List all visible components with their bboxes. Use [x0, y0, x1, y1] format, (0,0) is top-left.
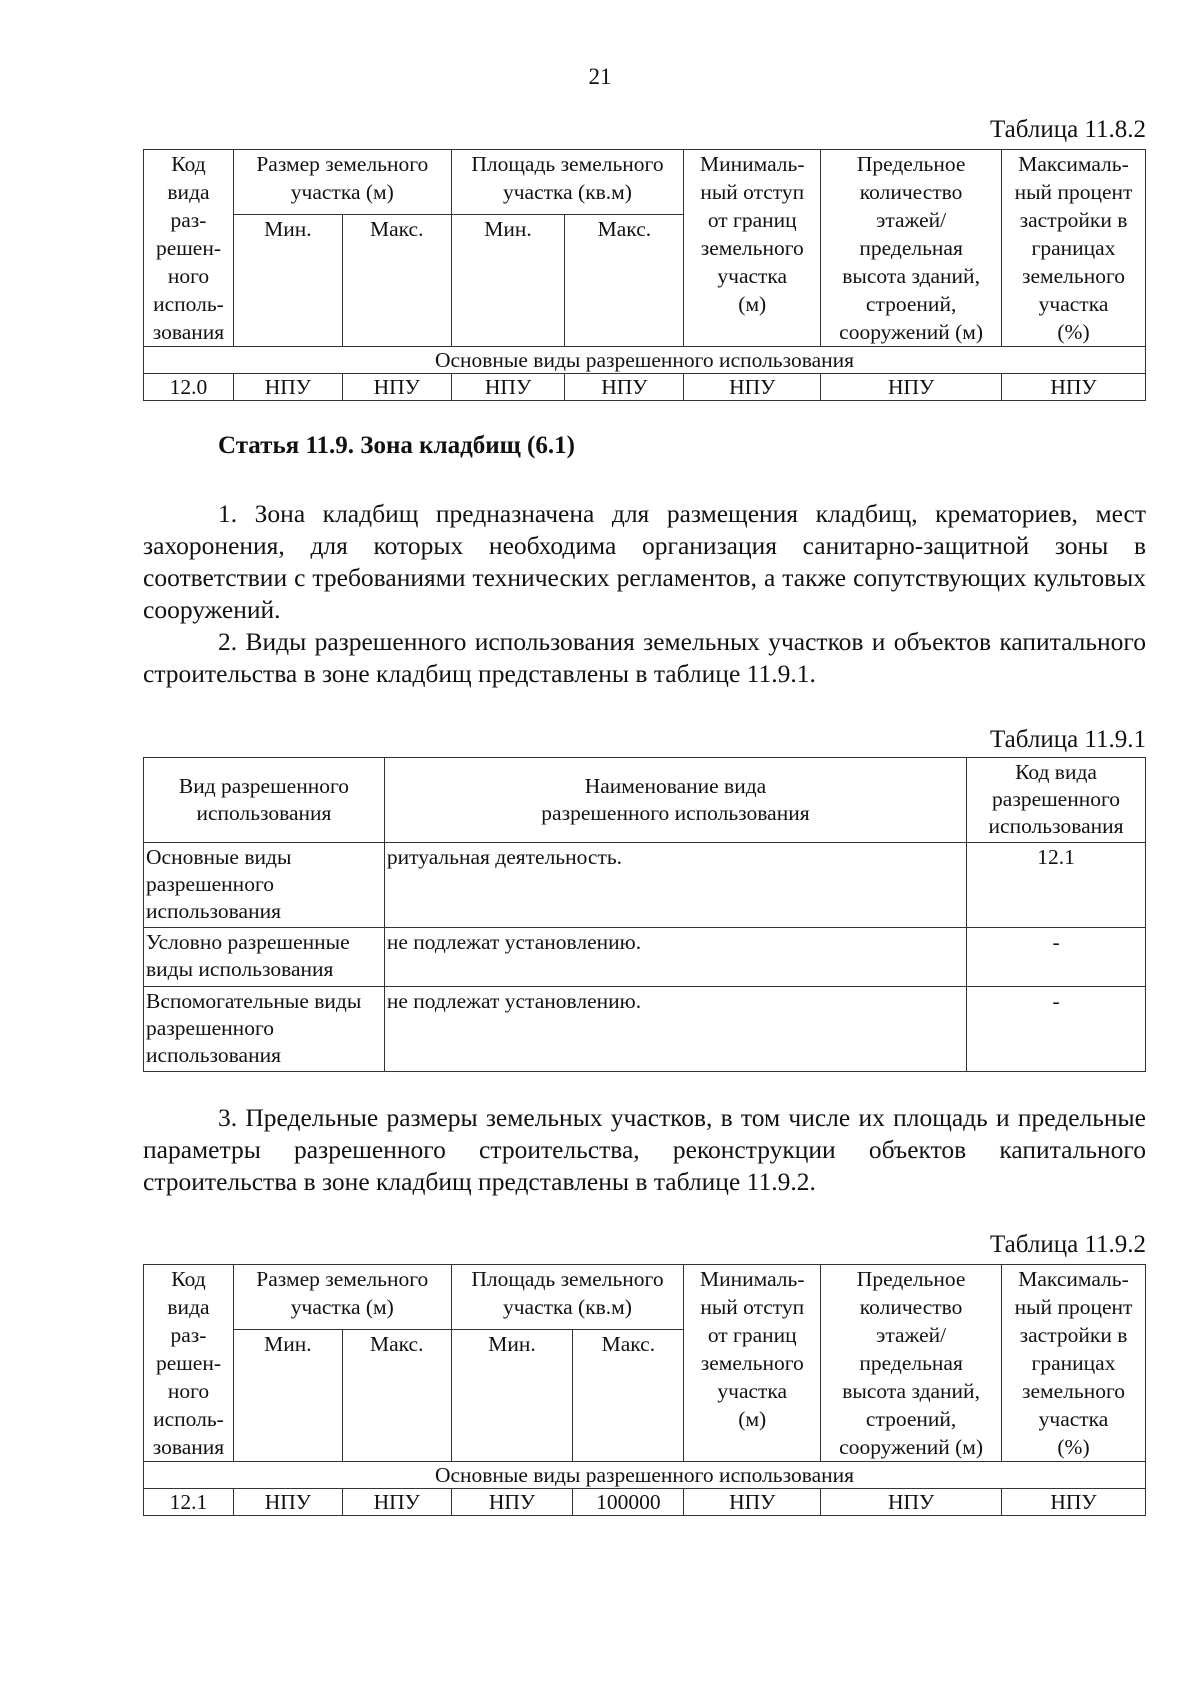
article-heading: Статья 11.9. Зона кладбищ (6.1)	[218, 432, 575, 459]
page-number: 21	[588, 64, 612, 89]
paragraph-1: 1. Зона кладбищ предназначена для размещения кладбищ, крематориев, мест захоронения, для которых необходима организация санитарно-защитной зоны в соответствии с требованиями технических регламентов, а также сопутствующих культовых сооружений.	[143, 499, 1146, 624]
table-cell: 12.0	[144, 374, 234, 401]
row-name: ритуальная деятельность.	[384, 843, 966, 928]
row-type: Вспомогательные виды разрешенного использования	[144, 987, 385, 1072]
table-11-8-2-caption: Таблица 11.8.2	[990, 116, 1146, 143]
section-row: Основные виды разрешенного использования	[144, 1462, 1146, 1489]
table-11-9-1-caption: Таблица 11.9.1	[990, 726, 1146, 753]
table-cell: 100000	[573, 1489, 684, 1516]
table-cell: НПУ	[233, 1489, 342, 1516]
header-min: Мин.	[451, 1329, 573, 1461]
header-max: Макс.	[565, 214, 684, 346]
header-min: Мин.	[451, 214, 565, 346]
header-max: Макс.	[573, 1329, 684, 1461]
table-cell: НПУ	[451, 374, 565, 401]
header-plot-area: Площадь земельного участка (кв.м)	[451, 1265, 684, 1330]
table-cell: НПУ	[342, 1489, 451, 1516]
table-11-9-2	[143, 1264, 1146, 1516]
table-cell: 12.1	[144, 1489, 234, 1516]
header-min-offset: Минималь- ный отступ от границ земельного участка (м)	[684, 1265, 821, 1462]
table-11-8-2	[143, 149, 1146, 401]
paragraph-3-block	[143, 1102, 1146, 1198]
table-cell: НПУ	[1002, 374, 1146, 401]
header-plot-area: Площадь земельного участка (кв.м)	[451, 150, 684, 215]
table-cell: НПУ	[684, 1489, 821, 1516]
header-type: Вид разрешенного использования	[144, 758, 385, 843]
table-11-9-2-caption: Таблица 11.9.2	[990, 1231, 1146, 1258]
paragraphs-1-2	[143, 498, 1146, 690]
table-cell: НПУ	[565, 374, 684, 401]
header-min: Мин.	[233, 1329, 342, 1461]
row-name: не подлежат установлению.	[384, 987, 966, 1072]
header-max: Макс.	[342, 214, 451, 346]
header-floors: Предельное количество этажей/ предельная высота зданий, строений, сооружений (м)	[821, 150, 1002, 347]
table-cell: НПУ	[451, 1489, 573, 1516]
header-max-percent: Максималь- ный процент застройки в границах земельного участка (%)	[1002, 1265, 1146, 1462]
header-max-percent: Максималь- ный процент застройки в границах земельного участка (%)	[1002, 150, 1146, 347]
row-code: -	[967, 928, 1146, 987]
table-cell: НПУ	[821, 1489, 1002, 1516]
header-name: Наименование вида разрешенного использования	[384, 758, 966, 843]
paragraph-2: 2. Виды разрешенного использования земельных участков и объектов капитального строительства в зоне кладбищ представлены в таблице 11.9.1.	[143, 627, 1146, 688]
header-code: Код вида разрешенного использования	[967, 758, 1146, 843]
table-11-9-1	[143, 757, 1146, 1072]
header-max: Макс.	[342, 1329, 451, 1461]
row-code: 12.1	[967, 843, 1146, 928]
header-min-offset: Минималь- ный отступ от границ земельного участка (м)	[684, 150, 821, 347]
table-cell: НПУ	[684, 374, 821, 401]
table-cell: НПУ	[342, 374, 451, 401]
header-plot-size: Размер земельного участка (м)	[233, 1265, 451, 1330]
header-code: Код вида раз- решен- ного исполь- зования	[144, 150, 234, 347]
section-row: Основные виды разрешенного использования	[144, 347, 1146, 374]
row-type: Условно разрешенные виды использования	[144, 928, 385, 987]
header-floors: Предельное количество этажей/ предельная высота зданий, строений, сооружений (м)	[821, 1265, 1002, 1462]
table-cell: НПУ	[1002, 1489, 1146, 1516]
header-min: Мин.	[233, 214, 342, 346]
row-code: -	[967, 987, 1146, 1072]
table-cell: НПУ	[821, 374, 1002, 401]
row-type: Основные виды разрешенного использования	[144, 843, 385, 928]
row-name: не подлежат установлению.	[384, 928, 966, 987]
table-cell: НПУ	[233, 374, 342, 401]
paragraph-3: 3. Предельные размеры земельных участков, в том числе их площадь и предельные параметры разрешенного строительства, реконструкции объектов капитального строительства в зоне кладбищ представлены в таблице 11.9.2.	[143, 1103, 1146, 1196]
header-code: Код вида раз- решен- ного исполь- зования	[144, 1265, 234, 1462]
header-plot-size: Размер земельного участка (м)	[233, 150, 451, 215]
